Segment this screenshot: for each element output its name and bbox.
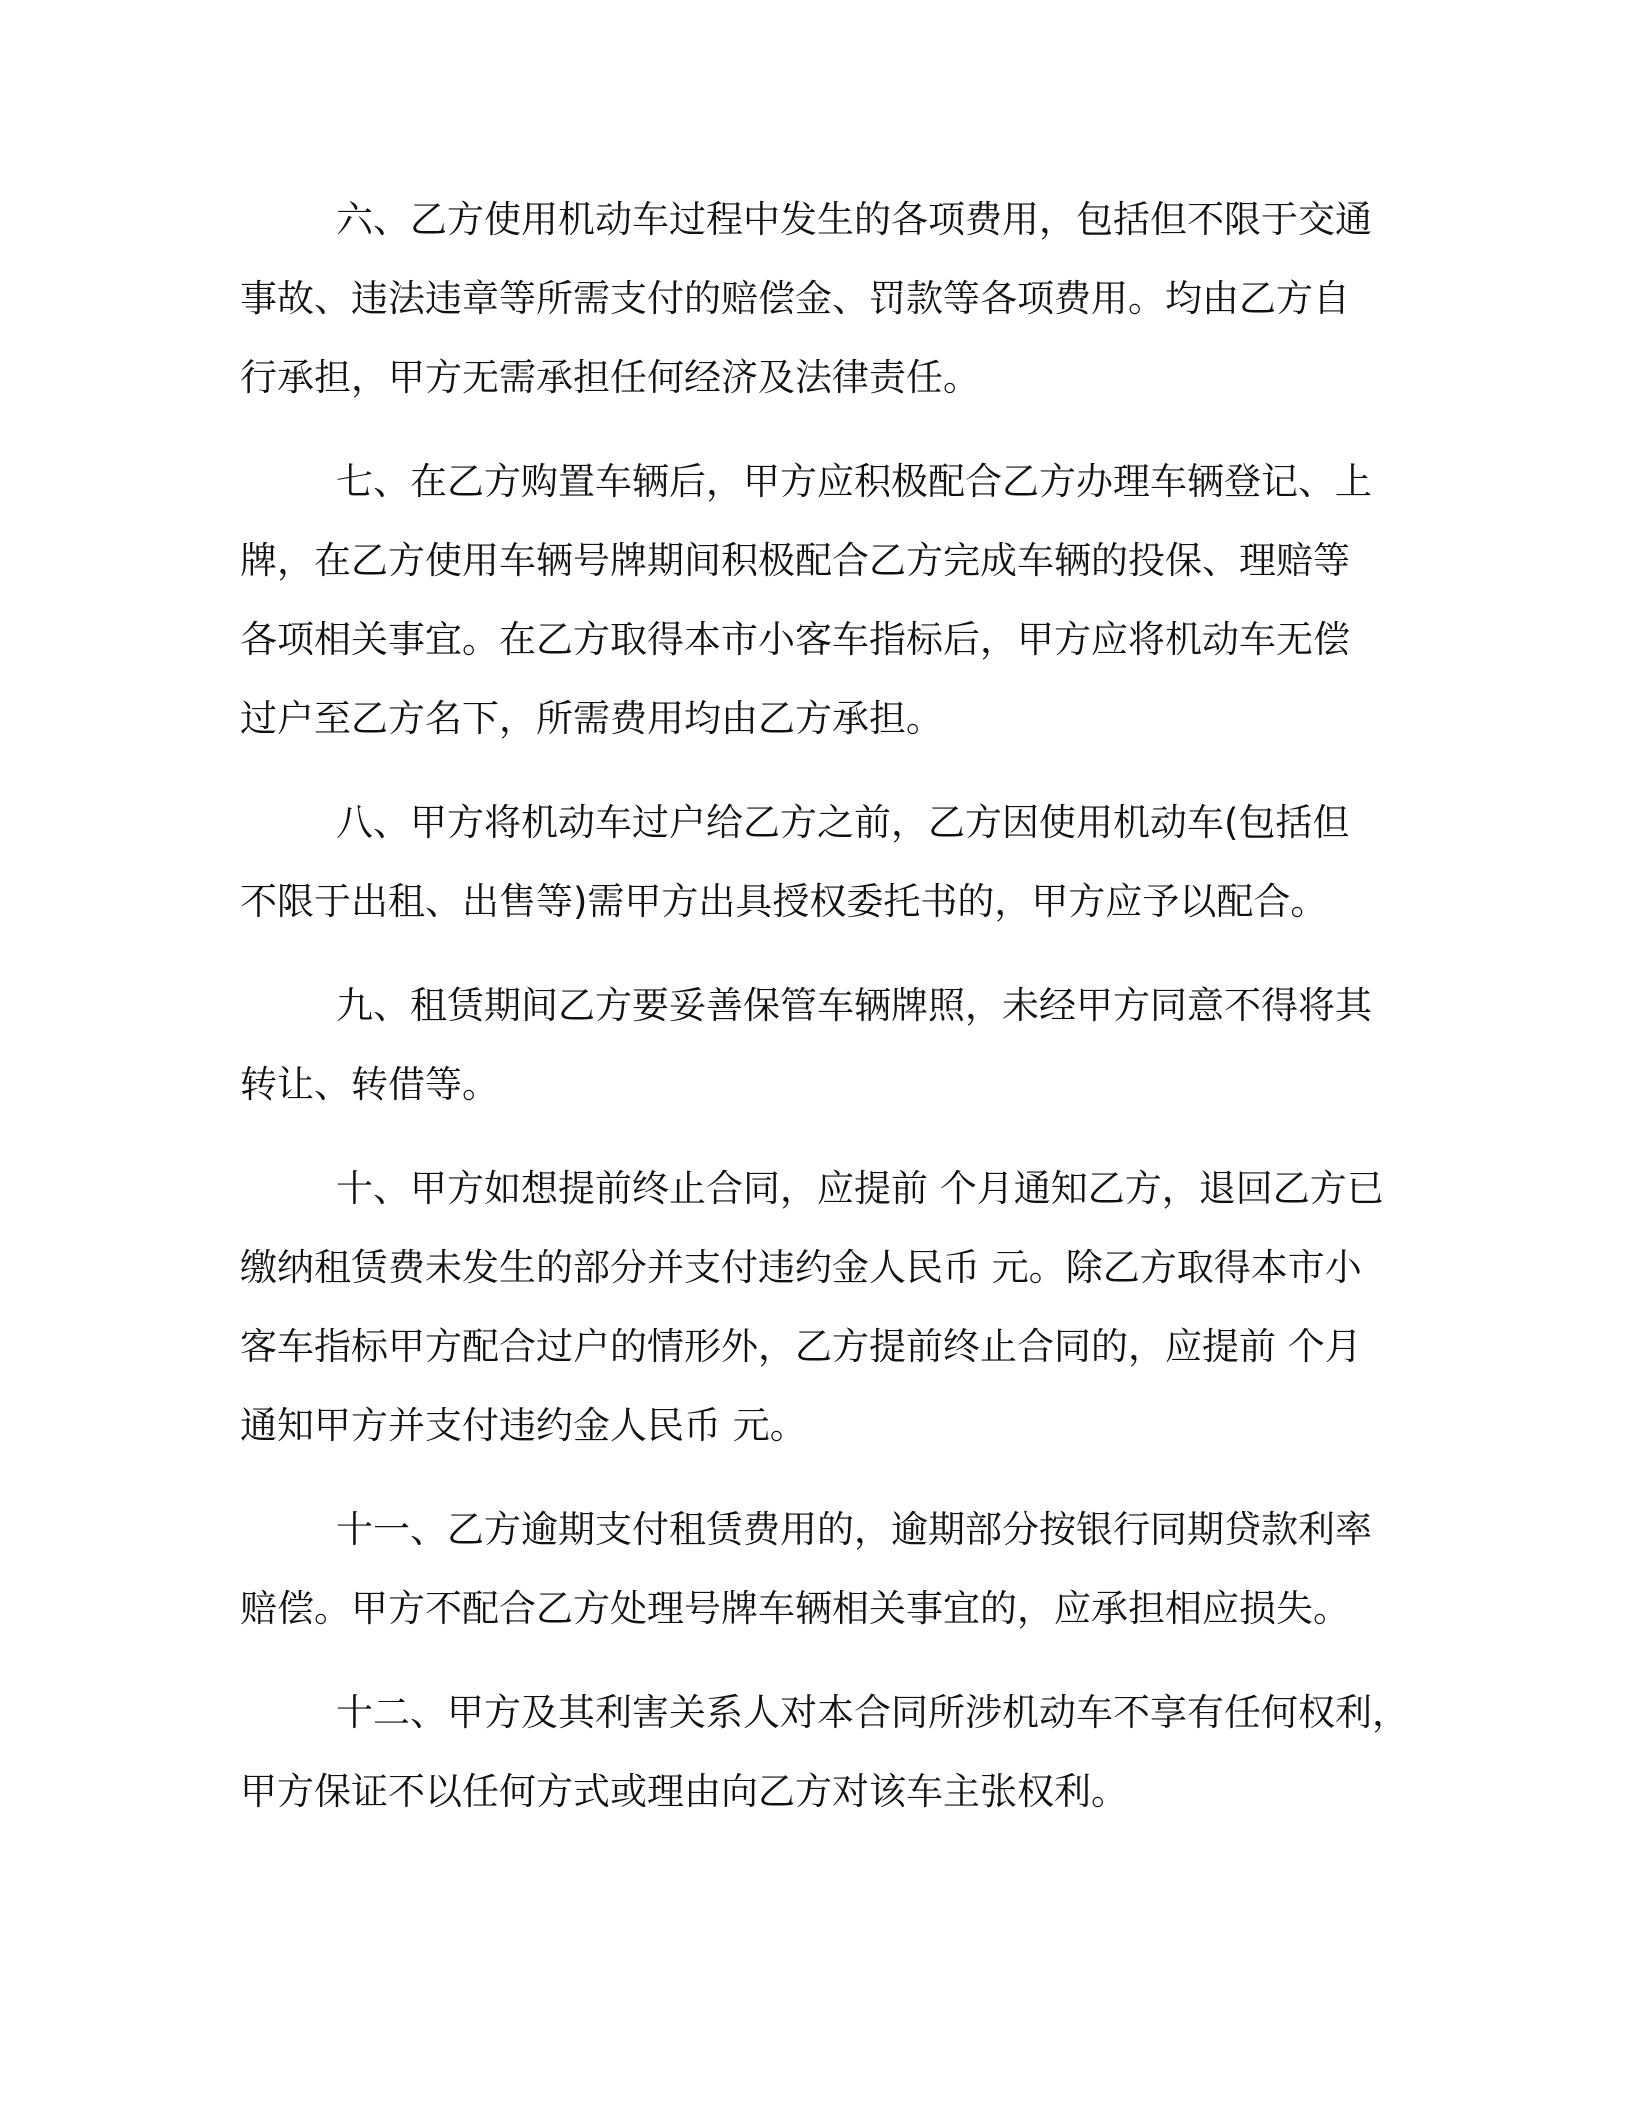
clause-8-line-2: 不限于出租、出售等)需甲方出具授权委托书的，甲方应予以配合。 (240, 880, 1328, 923)
clause-11 (240, 1490, 1400, 1648)
clause-8 (240, 783, 1400, 941)
clause-8-line-1: 八、甲方将机动车过户给乙方之前，乙方因使用机动车(包括但 (336, 801, 1350, 844)
clause-7-line-3: 各项相关事宜。在乙方取得本市小客车指标后，甲方应将机动车无偿 (240, 618, 1350, 661)
clause-11-line-1: 十一、乙方逾期支付租赁费用的，逾期部分按银行同期贷款利率 (336, 1508, 1372, 1551)
clause-10-line-3: 客车指标甲方配合过户的情形外，乙方提前终止合同的，应提前 个月 (240, 1325, 1362, 1368)
clause-9 (240, 966, 1400, 1124)
clause-12-line-1: 十二、甲方及其利害关系人对本合同所涉机动车不享有任何权利， (336, 1691, 1409, 1734)
contract-body (240, 180, 1409, 1856)
clause-10-line-4: 通知甲方并支付违约金人民币 元。 (240, 1404, 807, 1447)
clause-10-line-1: 十、甲方如想提前终止合同，应提前 个月通知乙方，退回乙方已 (336, 1167, 1384, 1210)
clause-10 (240, 1149, 1400, 1465)
clause-7-line-4: 过户至乙方名下，所需费用均由乙方承担。 (240, 697, 943, 740)
clause-10-line-2: 缴纳租赁费未发生的部分并支付违约金人民币 元。除乙方取得本市小 (240, 1246, 1362, 1289)
clause-12 (240, 1673, 1409, 1831)
clause-12-line-2: 甲方保证不以任何方式或理由向乙方对该车主张权利。 (240, 1770, 1128, 1813)
clause-9-line-2: 转让、转借等。 (240, 1063, 499, 1106)
clause-7-line-2: 牌，在乙方使用车辆号牌期间积极配合乙方完成车辆的投保、理赔等 (240, 539, 1350, 582)
clause-6-line-2: 事故、违法违章等所需支付的赔偿金、罚款等各项费用。均由乙方自 (240, 277, 1350, 320)
clause-9-line-1: 九、租赁期间乙方要妥善保管车辆牌照，未经甲方同意不得将其 (336, 984, 1372, 1027)
clause-6-line-3: 行承担，甲方无需承担任何经济及法律责任。 (240, 356, 980, 399)
clause-7 (240, 442, 1400, 758)
clause-6-line-1: 六、乙方使用机动车过程中发生的各项费用，包括但不限于交通 (336, 198, 1372, 241)
clause-11-line-2: 赔偿。甲方不配合乙方处理号牌车辆相关事宜的，应承担相应损失。 (240, 1587, 1350, 1630)
clause-7-line-1: 七、在乙方购置车辆后，甲方应积极配合乙方办理车辆登记、上 (336, 460, 1372, 503)
clause-6 (240, 180, 1400, 417)
